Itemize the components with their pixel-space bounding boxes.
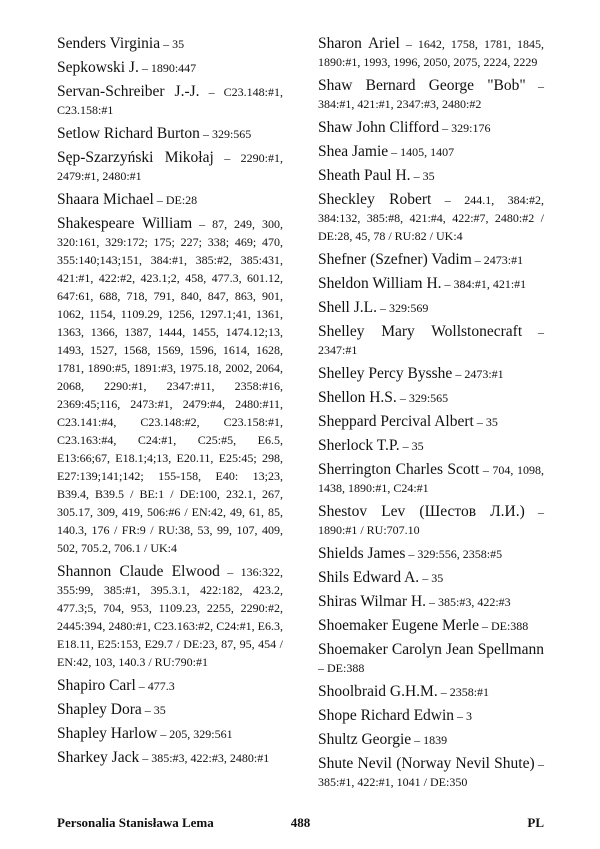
index-entry bbox=[57, 748, 283, 767]
entry-references: – 2473:#1 bbox=[471, 253, 524, 267]
index-entry bbox=[318, 460, 544, 497]
entry-name: Shapiro Carl bbox=[57, 677, 136, 694]
index-entry bbox=[318, 190, 544, 245]
index-entry bbox=[318, 706, 544, 725]
entry-name: Shiras Wilmar H. bbox=[318, 593, 427, 610]
entry-name: Shaw John Clifford bbox=[318, 119, 440, 136]
entry-name: Shoemaker Carolyn Jean Spellmann bbox=[318, 641, 544, 658]
entry-name: Shoolbraid G.H.M. bbox=[318, 683, 438, 700]
entry-references: – 385:#1, 422:#1, 1041 / DE:350 bbox=[318, 757, 544, 789]
entry-name: Servan-Schreiber J.-J. bbox=[57, 83, 200, 100]
entry-name: Shute Nevil (Norway Nevil Shute) bbox=[318, 755, 535, 772]
entry-name: Sepkowski J. bbox=[57, 59, 139, 76]
entry-references: – DE:388 bbox=[478, 619, 529, 633]
entry-name: Sheppard Percival Albert bbox=[318, 413, 474, 430]
entry-name: Shaara Michael bbox=[57, 191, 154, 208]
index-entry bbox=[57, 124, 283, 143]
entry-references: – 1405, 1407 bbox=[388, 145, 455, 159]
entry-references: – 704, 1098, 1438, 1890:#1, C24:#1 bbox=[318, 463, 545, 495]
index-entry bbox=[318, 412, 544, 431]
index-entry bbox=[318, 250, 544, 269]
index-entry bbox=[318, 76, 544, 113]
entry-references: – 87, 249, 300, 320:161, 329:172; 175; 227; 338; 469; 470, 355:140;143;151, 384:#1, 385:#2, 385:431, 421:#1, 422:#2, 423.1;2, 458, 477.3, 601.12, 647:61, 688, 718, 791, 840, 847, 863, 901, 1062, 1154, 1109.29, 1256, 1297.1;41, 1361, 1363, 1366, 1387, 1444, 1455, 1474.12;13, 1493, 1527, 1568, 1569, 1596, 1614, 1628, 1781, 1890:#5, 1891:#3, 1975.18, 2002, 2064, 2068, 2290:#1, 2347:#11, 2358:#16, 2369:45;116, 2473:#1, 2479:#4, 2480:#11, C23.141:#4, C23.148:#2, C23.158:#1, C23.163:#4, C24:#1, C25:#5, E6.5, E13:66;67, E18.1;4;13, E20.11, E25:45; 298, E27:139;141;142; 155-158, E40: 13;23, B39.4, B39.5 / BE:1 / DE:100, 232.1, 267, 305.17, 309, 419, 506:#6 / EN:42, 49, 61, 85, 140.3, 176 / FR:9 / RU:38, 53, 99, 107, 409, 502, 705.2, 706.1 / UK:4 bbox=[57, 217, 283, 555]
index-entry bbox=[318, 616, 544, 635]
index-entry bbox=[57, 190, 283, 209]
entry-references: – 385:#3, 422:#3 bbox=[426, 595, 511, 609]
entry-name: Setlow Richard Burton bbox=[57, 125, 200, 142]
entry-references: – 244.1, 384:#2, 384:132, 385:#8, 421:#4, 422:#7, 2480:#2 / DE:28, 45, 78 / RU:82 / UK:4 bbox=[318, 193, 544, 243]
entry-references: – 35 bbox=[399, 439, 424, 453]
entry-references: – 1890:447 bbox=[138, 61, 197, 75]
entry-references: – 136:322, 355:99, 385:#1, 395.3.1, 422:182, 423.2, 477.3;5, 704, 953, 1109.23, 2255, 2290:#2, 2445:394, 2480:#1, C23.163:#2, C24:#1, E6.3, E18.11, E25:153, E29.7 / DE:23, 87, 95, 454 / EN:42, 103, 140.3 / RU:790:#1 bbox=[57, 565, 283, 669]
entry-name: Sharkey Jack bbox=[57, 749, 140, 766]
index-entry bbox=[318, 754, 544, 791]
index-entry bbox=[318, 118, 544, 137]
entry-name: Shestov Lev (Шестов Л.И.) bbox=[318, 503, 525, 520]
entry-references: – 2290:#1, 2479:#1, 2480:#1 bbox=[57, 151, 283, 183]
entry-references: – DE:28 bbox=[153, 193, 198, 207]
entry-references: – 205, 329:561 bbox=[157, 727, 233, 741]
entry-references: – 1642, 1758, 1781, 1845, 1890:#1, 1993, 1996, 2050, 2075, 2224, 2229 bbox=[318, 37, 545, 69]
index-entry bbox=[57, 676, 283, 695]
index-entry bbox=[318, 640, 544, 677]
index-entry bbox=[318, 142, 544, 161]
entry-references: – 35 bbox=[141, 703, 166, 717]
index-entry bbox=[57, 82, 283, 119]
index-entry bbox=[318, 544, 544, 563]
entry-name: Shaw Bernard George "Bob" bbox=[318, 77, 526, 94]
entry-references: – 35 bbox=[419, 571, 444, 585]
index-entry bbox=[318, 730, 544, 749]
entry-name: Shapley Harlow bbox=[57, 725, 158, 742]
entry-name: Shoemaker Eugene Merle bbox=[318, 617, 479, 634]
footer-book-title: Personalia Stanisława Lema bbox=[57, 815, 214, 830]
index-entry bbox=[318, 436, 544, 455]
entry-name: Shelley Mary Wollstonecraft bbox=[318, 323, 523, 340]
index-entry bbox=[318, 34, 544, 71]
entry-references: – 329:556, 2358:#5 bbox=[405, 547, 503, 561]
entry-references: – 384:#1, 421:#1 bbox=[441, 277, 527, 291]
entry-name: Senders Virginia bbox=[57, 35, 161, 52]
entry-references: – 3 bbox=[454, 709, 473, 723]
index-entry bbox=[57, 700, 283, 719]
entry-references: – 384:#1, 421:#1, 2347:#3, 2480:#2 bbox=[318, 79, 544, 111]
entry-name: Shils Edward A. bbox=[318, 569, 420, 586]
index-entry bbox=[57, 58, 283, 77]
entry-name: Shelley Percy Bysshe bbox=[318, 365, 453, 382]
entry-references: – 385:#3, 422:#3, 2480:#1 bbox=[139, 751, 270, 765]
entry-references: – 1839 bbox=[411, 733, 448, 747]
entry-name: Sherlock T.P. bbox=[318, 437, 400, 454]
entry-name: Shell J.L. bbox=[318, 299, 377, 316]
entry-name: Sherrington Charles Scott bbox=[318, 461, 480, 478]
entry-name: Shields James bbox=[318, 545, 406, 562]
entry-references: – 329:569 bbox=[377, 301, 429, 315]
index-entry bbox=[318, 322, 544, 359]
entry-references: – C23.148:#1, C23.158:#1 bbox=[57, 85, 283, 117]
index-entry bbox=[318, 364, 544, 383]
entry-references: – DE:388 bbox=[318, 661, 365, 675]
entry-references: – 2358:#1 bbox=[437, 685, 490, 699]
index-entry bbox=[318, 166, 544, 185]
entry-name: Shannon Claude Elwood bbox=[57, 563, 220, 580]
entry-name: Shellon H.S. bbox=[318, 389, 397, 406]
index-entry bbox=[318, 568, 544, 587]
entry-references: – 477.3 bbox=[135, 679, 175, 693]
index-entry bbox=[57, 34, 283, 53]
entry-name: Shope Richard Edwin bbox=[318, 707, 455, 724]
entry-name: Sęp-Szarzyński Mikołaj bbox=[57, 149, 214, 166]
entry-references: – 329:565 bbox=[199, 127, 252, 141]
footer-page-number: 488 bbox=[290, 815, 311, 830]
entry-name: Sheath Paul H. bbox=[318, 167, 411, 184]
entry-references: – 329:176 bbox=[439, 121, 491, 135]
entry-name: Shea Jamie bbox=[318, 143, 389, 160]
index-entry bbox=[318, 592, 544, 611]
entry-name: Sheckley Robert bbox=[318, 191, 432, 208]
entry-references: – 35 bbox=[473, 415, 498, 429]
entry-name: Shakespeare William bbox=[57, 215, 193, 232]
index-entry bbox=[318, 682, 544, 701]
footer-language: PL bbox=[527, 815, 544, 830]
index-entry bbox=[57, 724, 283, 743]
index-entry bbox=[57, 214, 283, 557]
index-entry bbox=[318, 502, 544, 539]
entry-references: – 2473:#1 bbox=[452, 367, 504, 381]
index-entry bbox=[57, 562, 283, 671]
index-entry bbox=[318, 298, 544, 317]
right-column bbox=[318, 34, 544, 796]
entry-name: Shultz Georgie bbox=[318, 731, 412, 748]
entry-references: – 35 bbox=[160, 37, 185, 51]
entry-name: Shapley Dora bbox=[57, 701, 142, 718]
index-entry bbox=[318, 274, 544, 293]
index-entry bbox=[57, 148, 283, 185]
entry-references: – 329:565 bbox=[396, 391, 449, 405]
entry-name: Sharon Ariel bbox=[318, 35, 400, 52]
entry-references: – 35 bbox=[410, 169, 435, 183]
entry-name: Shefner (Szefner) Vadim bbox=[318, 251, 472, 268]
entry-name: Sheldon William H. bbox=[318, 275, 442, 292]
index-entry bbox=[318, 388, 544, 407]
left-column bbox=[57, 34, 283, 772]
entry-references: – 2347:#1 bbox=[318, 325, 544, 357]
page-footer bbox=[57, 815, 544, 833]
entry-references: – 1890:#1 / RU:707.10 bbox=[318, 505, 544, 537]
